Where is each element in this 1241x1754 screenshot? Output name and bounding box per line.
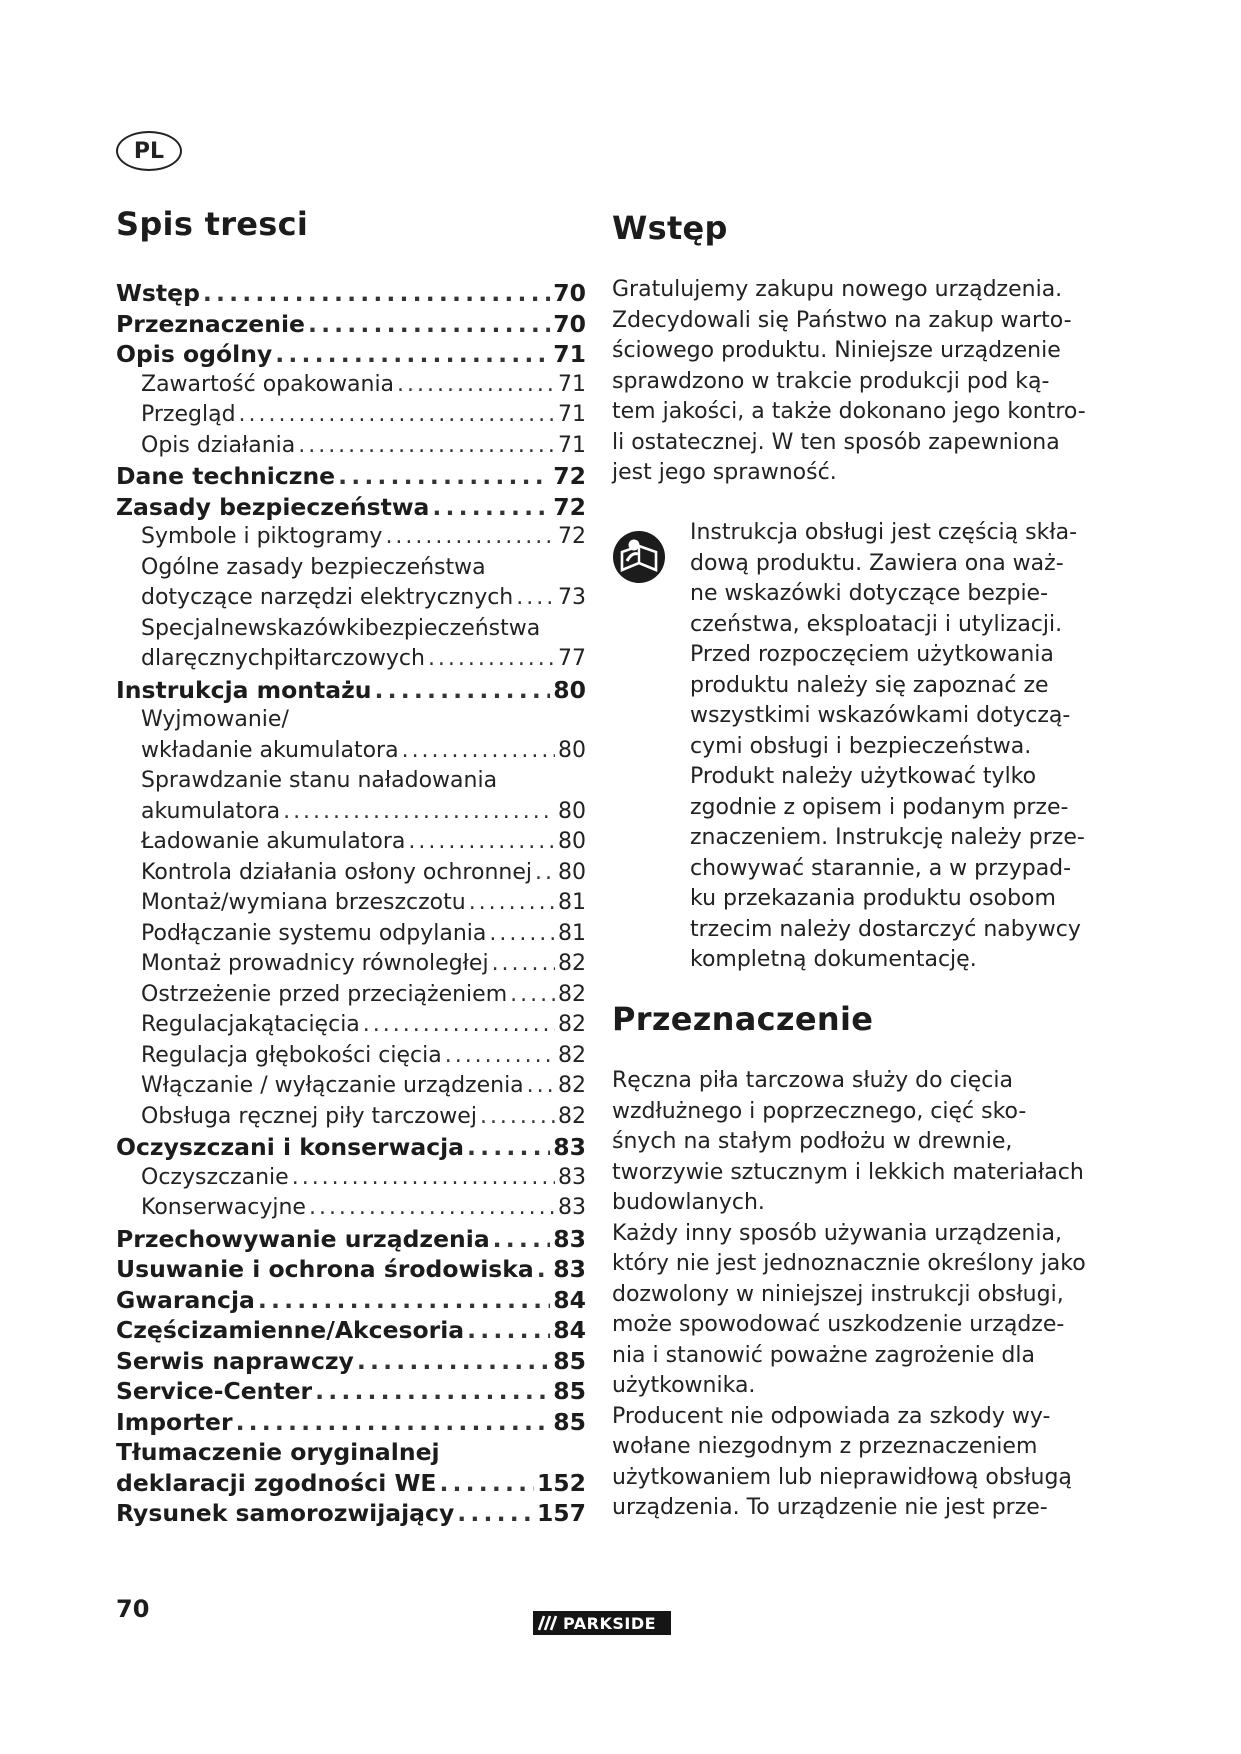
toc-leader-dots <box>308 309 550 340</box>
toc-entry <box>116 1437 586 1468</box>
toc-entry-page: 82 <box>558 951 586 976</box>
text-line: nia i stanowić poważne zagrożenie dla <box>612 1342 1035 1368</box>
text-line: Ręczna piła tarczowa służy do cięcia <box>612 1068 1013 1093</box>
toc-entry-page: 82 <box>558 981 586 1007</box>
toc-entry-title: Symbole i piktogramy <box>141 524 383 549</box>
toc-entry <box>116 949 586 980</box>
brand-name: PARKSIDE <box>563 1613 657 1633</box>
purpose-heading: Przeznaczenie <box>612 1000 874 1038</box>
text-line: może spowodować uszkodzenie urządze- <box>612 1312 1065 1337</box>
toc-entry-page: 152 <box>536 1468 586 1497</box>
toc-leader-dots <box>357 1346 550 1377</box>
text-line: zgodnie z opisem i podanym prze- <box>690 794 1069 820</box>
toc-leader-dots <box>467 1132 550 1163</box>
text-line: ściowego produktu. Niniejsze urządzenie <box>612 338 1061 363</box>
toc-entry <box>116 553 586 584</box>
toc-leader-dots <box>492 949 555 980</box>
toc-entry-title: Service-Center <box>116 1377 313 1405</box>
text-line: Gratulujemy zakupu nowego urządzenia. <box>612 277 1063 302</box>
toc-leader-dots <box>428 644 555 675</box>
toc-entry-title: Oczyszczani i konserwacja <box>116 1133 465 1161</box>
toc-entry-title: Wyjmowanie/ <box>141 707 289 732</box>
toc-entry <box>116 858 586 889</box>
toc-entry-page: 83 <box>553 1255 586 1283</box>
toc-leader-dots <box>375 675 551 706</box>
toc-entry-page: 82 <box>558 1073 586 1098</box>
toc-leader-dots <box>298 431 555 462</box>
toc-leader-dots <box>315 1376 550 1407</box>
toc-entry-page: 71 <box>558 371 586 397</box>
toc-entry-page: 72 <box>553 462 586 490</box>
text-line: produktu należy się zapoznać ze <box>690 672 1049 698</box>
toc-entry <box>116 1315 586 1346</box>
toc-entry-page: 81 <box>558 890 586 915</box>
toc-entry-title: Dane techniczne <box>116 462 336 490</box>
toc-leader-dots <box>338 461 550 492</box>
toc-leader-dots <box>537 1254 551 1285</box>
toc-entry-page: 85 <box>553 1346 586 1375</box>
text-line: jest jego sprawność. <box>612 460 837 485</box>
text-line: ne wskazówki dotyczące bezpie- <box>690 581 1049 606</box>
toc-entry-title: Opis ogólny <box>116 340 273 368</box>
toc-entry-title: Częścizamienne/Akcesoria <box>116 1316 465 1344</box>
toc-entry-page: 80 <box>553 675 586 704</box>
toc-leader-dots <box>283 797 555 828</box>
toc-entry-title: Włączanie / wyłączanie urządzenia <box>141 1073 524 1098</box>
toc-entry-page: 84 <box>553 1285 586 1314</box>
toc-entry <box>116 888 586 919</box>
toc-entry <box>116 492 586 523</box>
toc-entry <box>116 370 586 401</box>
toc-leader-dots <box>292 1163 555 1194</box>
toc-entry-title: dlaręcznychpiłtarczowych <box>141 646 425 671</box>
text-line: użytkownika. <box>612 1373 756 1398</box>
toc-entry-page: 83 <box>558 1195 586 1220</box>
toc-entry-page: 70 <box>553 309 586 338</box>
toc-entry-page: 82 <box>558 1012 586 1037</box>
toc-entry <box>116 919 586 950</box>
toc-entry-title: Tłumaczenie oryginalnej <box>116 1438 440 1466</box>
toc-entry-title: Specjalnewskazówkibezpieczeństwa <box>141 615 541 641</box>
toc-entry-page: 73 <box>558 585 586 610</box>
toc-entry-title: Opis działania <box>141 432 296 458</box>
toc-entry-title: Montaż prowadnicy równoległej <box>141 951 489 976</box>
toc-entry-page: 82 <box>558 1042 586 1068</box>
toc-entry-title: Usuwanie i ochrona środowiska <box>116 1255 534 1283</box>
toc-entry <box>116 431 586 462</box>
toc-entry <box>116 1468 586 1499</box>
toc-leader-dots <box>203 278 550 309</box>
text-line: wzdłużnego i poprzecznego, cięć sko- <box>612 1098 1027 1124</box>
toc-entry-title: akumulatora <box>141 798 281 824</box>
toc-entry <box>116 583 586 614</box>
language-badge: PL <box>116 131 182 171</box>
toc-entry <box>116 644 586 675</box>
purpose-paragraph <box>612 1066 1086 1524</box>
toc-entry <box>116 522 586 553</box>
toc-leader-dots <box>480 1102 555 1133</box>
toc-entry-title: Przegląd <box>141 402 236 427</box>
toc-entry <box>116 1193 586 1224</box>
toc-entry <box>116 1010 586 1041</box>
toc-entry <box>116 736 586 767</box>
toc-title: Spis tresci <box>116 205 309 243</box>
toc-entry <box>116 1071 586 1102</box>
toc-entry <box>116 1498 586 1529</box>
toc-entry-title: Regulacja głębokości cięcia <box>141 1042 442 1068</box>
table-of-contents <box>116 278 586 1529</box>
text-line: dozwolony w niniejszej instrukcji obsługi, <box>612 1281 1064 1307</box>
toc-entry-page: 72 <box>553 492 586 521</box>
text-line: Przed rozpoczęciem użytkowania <box>690 642 1054 667</box>
toc-entry <box>116 705 586 736</box>
text-line: czeństwa, eksploatacji i utylizacji. <box>690 611 1063 637</box>
text-line: który nie jest jednoznacznie określony jako <box>612 1251 1086 1276</box>
text-line: ku przekazania produktu osobom <box>690 886 1056 911</box>
toc-entry-page: 70 <box>553 279 586 307</box>
logo-stripes-icon <box>533 1611 561 1635</box>
toc-leader-dots <box>275 339 550 370</box>
toc-leader-dots <box>258 1285 550 1316</box>
toc-entry <box>116 827 586 858</box>
toc-entry-title: wkładanie akumulatora <box>141 737 399 763</box>
toc-entry-title: Zawartość opakowania <box>141 371 395 397</box>
text-line: wszystkimi wskazówkami dotyczą- <box>690 703 1071 728</box>
toc-leader-dots <box>489 919 555 950</box>
toc-entry <box>116 1041 586 1072</box>
intro-heading: Wstęp <box>612 209 728 247</box>
toc-leader-dots <box>527 1071 555 1102</box>
text-line: Instrukcja obsługi jest częścią skła- <box>690 520 1078 545</box>
toc-leader-dots <box>469 888 555 919</box>
text-line: tworzywie sztucznym i lekkich materiałach <box>612 1159 1084 1185</box>
toc-entry-title: Ogólne zasady bezpieczeństwa <box>141 554 486 580</box>
text-line: Zdecydowali się Państwo na zakup warto- <box>612 307 1072 333</box>
toc-entry-title: Instrukcja montażu <box>116 675 372 704</box>
toc-entry-page: 71 <box>553 340 586 368</box>
toc-entry-page: 157 <box>536 1499 586 1527</box>
brand-logo <box>533 1611 671 1635</box>
toc-leader-dots <box>510 980 555 1011</box>
text-line: tem jakości, a także dokonano jego kontro- <box>612 399 1086 424</box>
toc-entry-title: Montaż/wymiana brzeszczotu <box>141 890 466 915</box>
toc-leader-dots <box>309 1193 555 1224</box>
toc-leader-dots <box>236 1407 551 1438</box>
toc-leader-dots <box>445 1041 555 1072</box>
text-line: urządzenia. To urządzenie nie jest prze- <box>612 1495 1048 1520</box>
toc-entry-title: dotyczące narzędzi elektrycznych <box>141 585 514 610</box>
toc-entry <box>116 1224 586 1255</box>
toc-entry-title: Kontrola działania osłony ochronnej <box>141 859 532 885</box>
toc-entry-title: Regulacjakątacięcia <box>141 1012 360 1037</box>
toc-entry-title: Sprawdzanie stanu naładowania <box>141 768 498 793</box>
manual-note <box>690 518 1085 976</box>
toc-leader-dots <box>397 370 555 401</box>
manual-reading-icon <box>612 530 666 584</box>
toc-entry <box>116 339 586 370</box>
text-line: wołane niezgodnym z przeznaczeniem <box>612 1434 1038 1459</box>
toc-entry <box>116 461 586 492</box>
text-line: Każdy inny sposób używania urządzenia, <box>612 1220 1062 1246</box>
toc-entry <box>116 797 586 828</box>
toc-entry-page: 77 <box>558 646 586 671</box>
toc-entry-title: Gwarancja <box>116 1285 255 1314</box>
toc-entry-page: 71 <box>558 432 586 458</box>
text-line: znaczeniem. Instrukcję należy prze- <box>690 825 1085 850</box>
toc-leader-dots <box>239 400 555 431</box>
toc-leader-dots <box>467 1315 550 1346</box>
toc-entry-title: Podłączanie systemu odpylania <box>141 920 487 946</box>
toc-entry <box>116 675 586 706</box>
toc-entry-page: 81 <box>558 920 586 946</box>
toc-leader-dots <box>439 1468 533 1499</box>
text-line: Produkt należy użytkować tylko <box>690 764 1037 789</box>
text-line: śnych na stałym podłożu w drewnie, <box>612 1129 1013 1154</box>
page-number: 70 <box>116 1595 150 1623</box>
toc-entry-title: Serwis naprawczy <box>116 1346 354 1375</box>
toc-entry <box>116 400 586 431</box>
text-line: li ostatecznej. W ten sposób zapewniona <box>612 429 1060 455</box>
toc-entry-title: Przeznaczenie <box>116 309 305 338</box>
text-line: budowlanych. <box>612 1190 765 1215</box>
toc-entry <box>116 1163 586 1194</box>
toc-entry <box>116 1132 586 1163</box>
toc-entry-title: Zasady bezpieczeństwa <box>116 492 430 521</box>
text-line: chowywać starannie, a w przypad- <box>690 855 1072 881</box>
toc-entry-page: 83 <box>553 1224 586 1253</box>
toc-entry <box>116 980 586 1011</box>
toc-leader-dots <box>516 583 555 614</box>
toc-entry-page: 83 <box>558 1164 586 1190</box>
toc-entry <box>116 1407 586 1438</box>
toc-entry-page: 85 <box>553 1377 586 1405</box>
toc-entry-page: 72 <box>558 524 586 549</box>
toc-entry-title: Oczyszczanie <box>141 1164 289 1190</box>
text-line: użytkowaniem lub nieprawidłową obsługą <box>612 1464 1072 1490</box>
toc-entry-title: Ostrzeżenie przed przeciążeniem <box>141 981 508 1007</box>
toc-entry <box>116 1346 586 1377</box>
toc-entry <box>116 1376 586 1407</box>
toc-entry-title: Wstęp <box>116 279 200 307</box>
toc-entry-page: 80 <box>558 737 586 763</box>
toc-leader-dots <box>535 858 555 889</box>
intro-paragraph <box>612 275 1086 489</box>
toc-entry-page: 80 <box>558 859 586 885</box>
toc-entry-page: 80 <box>558 829 586 854</box>
toc-entry-title: Przechowywanie urządzenia <box>116 1224 490 1253</box>
text-line: dową produktu. Zawiera ona waż- <box>690 550 1064 576</box>
text-line: Producent nie odpowiada za szkody wy- <box>612 1403 1051 1429</box>
text-line: cymi obsługi i bezpieczeństwa. <box>690 733 1032 759</box>
toc-entry <box>116 1254 586 1285</box>
toc-entry-title: deklaracji zgodności WE <box>116 1468 437 1497</box>
toc-leader-dots <box>402 736 555 767</box>
text-line: sprawdzono w trakcie produkcji pod ką- <box>612 368 1050 394</box>
toc-leader-dots <box>408 827 555 858</box>
text-line: trzecim należy dostarczyć nabywcy <box>690 916 1081 942</box>
toc-entry-title: Konserwacyjne <box>141 1195 306 1220</box>
toc-entry <box>116 614 586 645</box>
toc-entry-page: 85 <box>553 1407 586 1436</box>
toc-entry-title: Importer <box>116 1407 233 1436</box>
toc-entry <box>116 766 586 797</box>
toc-entry-title: Obsługa ręcznej piły tarczowej <box>141 1103 477 1129</box>
toc-leader-dots <box>493 1224 551 1255</box>
toc-entry-title: Ładowanie akumulatora <box>141 829 406 854</box>
toc-entry-page: 82 <box>558 1103 586 1129</box>
toc-entry <box>116 1102 586 1133</box>
toc-entry-page: 83 <box>553 1133 586 1161</box>
toc-leader-dots <box>385 522 555 553</box>
toc-entry <box>116 278 586 309</box>
toc-entry-page: 84 <box>553 1316 586 1344</box>
toc-entry <box>116 1285 586 1316</box>
toc-leader-dots <box>363 1010 555 1041</box>
toc-entry-title: Rysunek samorozwijający <box>116 1499 455 1527</box>
toc-entry-page: 71 <box>558 402 586 427</box>
toc-leader-dots <box>457 1498 534 1529</box>
toc-leader-dots <box>432 492 550 523</box>
text-line: kompletną dokumentację. <box>690 947 977 972</box>
toc-entry-page: 80 <box>558 798 586 824</box>
toc-entry <box>116 309 586 340</box>
